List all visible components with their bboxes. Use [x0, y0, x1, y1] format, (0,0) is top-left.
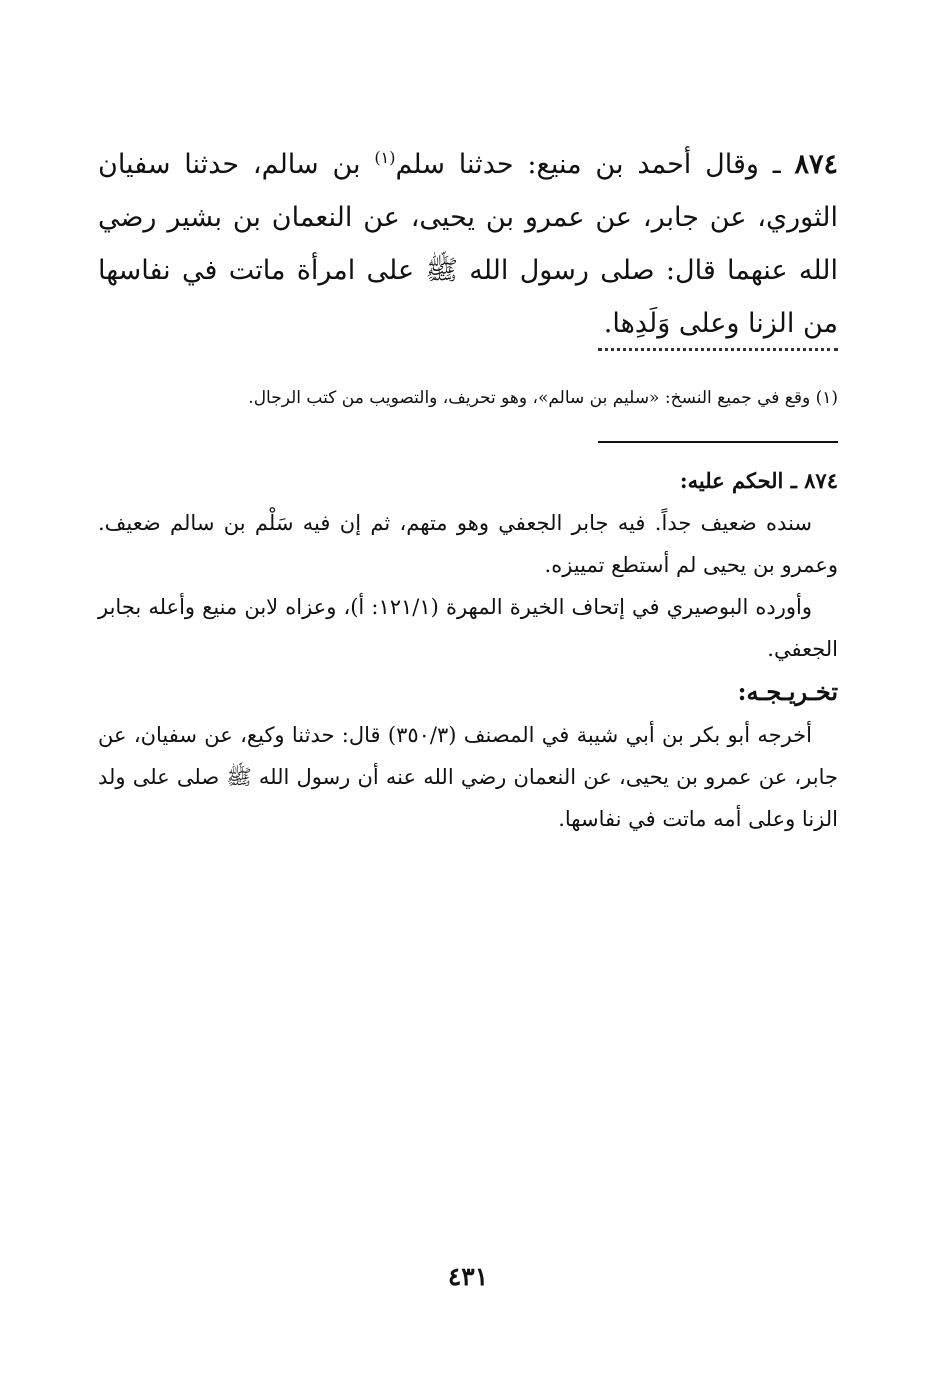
footnote-marker: (١) — [374, 148, 396, 167]
ruling-paragraph-2: وأورده البوصيري في إتحاف الخيرة المهرة (١٢١/١: أ)، وعزاه لابن منيع وأعله بجابر الجعفي. — [98, 595, 838, 661]
footnote — [98, 384, 838, 412]
ruling-heading: ٨٧٤ ـ الحكم عليه: — [679, 468, 838, 493]
ruling-paragraph-1: سنده ضعيف جداً. فيه جابر الجعفي وهو متهم، ثم إن فيه سَلْم بن سالم ضعيف. وعمرو بن يحيى لم أستطع تمييزه. — [98, 511, 838, 577]
takhrij-heading: تخـريـجـه: — [737, 677, 838, 706]
hadith-text-part2: بن سالم، حدثنا سفيان الثوري، عن جابر، عن عمرو بن يحيى، عن النعمان بن بشير رضي الله عنهما قال: صلى رسول الله ﷺ على امرأة ماتت في نفاسها من الزنا وعلى وَلَدِها. — [98, 149, 838, 339]
hadith-number: ٨٧٤ — [794, 149, 838, 180]
footnote-text: (١) وقع في جميع النسخ: «سليم بن سالم»، وهو تحريف، والتصويب من كتب الرجال. — [248, 388, 838, 408]
page-number: ٤٣١ — [447, 1262, 489, 1291]
hadith-text — [98, 138, 838, 350]
commentary-section — [98, 460, 838, 840]
footnote-separator — [598, 348, 838, 351]
takhrij-paragraph: أخرجه أبو بكر بن أبي شيبة في المصنف (٣٥٠/٣) قال: حدثنا وكيع، عن سفيان، عن جابر، عن عمرو بن يحيى، عن النعمان رضي الله عنه أن رسول الله ﷺ صلى على ولد الزنا وعلى أمه ماتت في نفاسها. — [98, 723, 838, 831]
section-divider — [598, 441, 838, 443]
hadith-text-part1: ـ وقال أحمد بن منيع: حدثنا سلم — [395, 149, 781, 180]
